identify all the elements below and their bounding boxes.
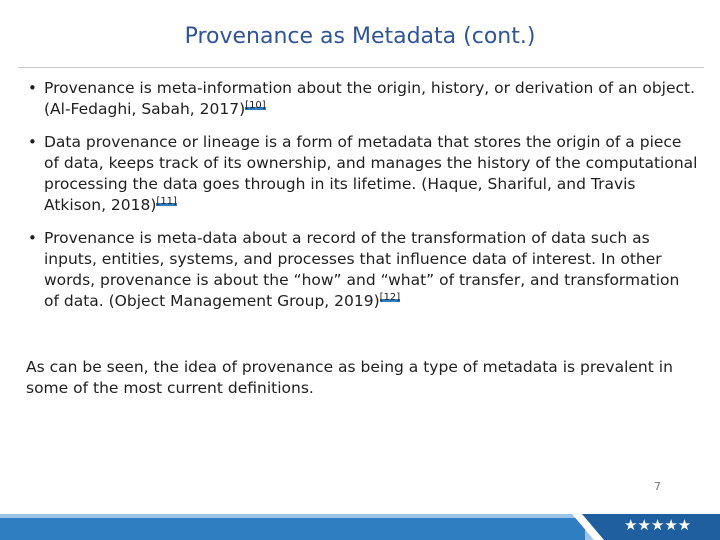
bullet-item [26, 132, 698, 216]
bullet-dot-icon: • [28, 229, 37, 247]
title-divider [18, 67, 704, 68]
footer-band-dark [0, 518, 585, 540]
page-number: 7 [654, 480, 661, 493]
bullet-dot-icon: • [28, 79, 37, 97]
slide-title: Provenance as Metadata (cont.) [184, 24, 536, 49]
footer-bar [0, 514, 720, 540]
bullet-text: Provenance is meta-data about a record of the transformation of data such as inputs, entities, systems, and processes that influence data of interest. In other words, provenance is about the “how” and “what” of transfer, and transformation of data. (Object Management Group, 2019) [44, 229, 680, 310]
bullet-text: Data provenance or lineage is a form of metadata that stores the origin of a piece of data, keeps track of its ownership, and manages the history of the computational processing the data goes through in its lifetime. (Haque, Shariful, and Travis Atkison, 2018) [44, 133, 698, 214]
bullet-dot-icon: • [28, 133, 37, 151]
citation-link[interactable]: [10] [245, 100, 266, 111]
citation-link[interactable]: [11] [156, 196, 177, 207]
footer-stars-icon: ★★★★★ [624, 516, 692, 534]
bullet-text: Provenance is meta-information about the origin, history, or derivation of an object. (Al-Fedaghi, Sabah, 2017) [44, 79, 696, 118]
bullet-item [26, 78, 698, 120]
bullet-list [26, 78, 698, 324]
citation-link[interactable]: [12] [379, 292, 401, 303]
summary-note: As can be seen, the idea of provenance as being a type of metadata is prevalent in some of the most current definitions. [26, 358, 673, 397]
bullet-item [26, 228, 698, 312]
